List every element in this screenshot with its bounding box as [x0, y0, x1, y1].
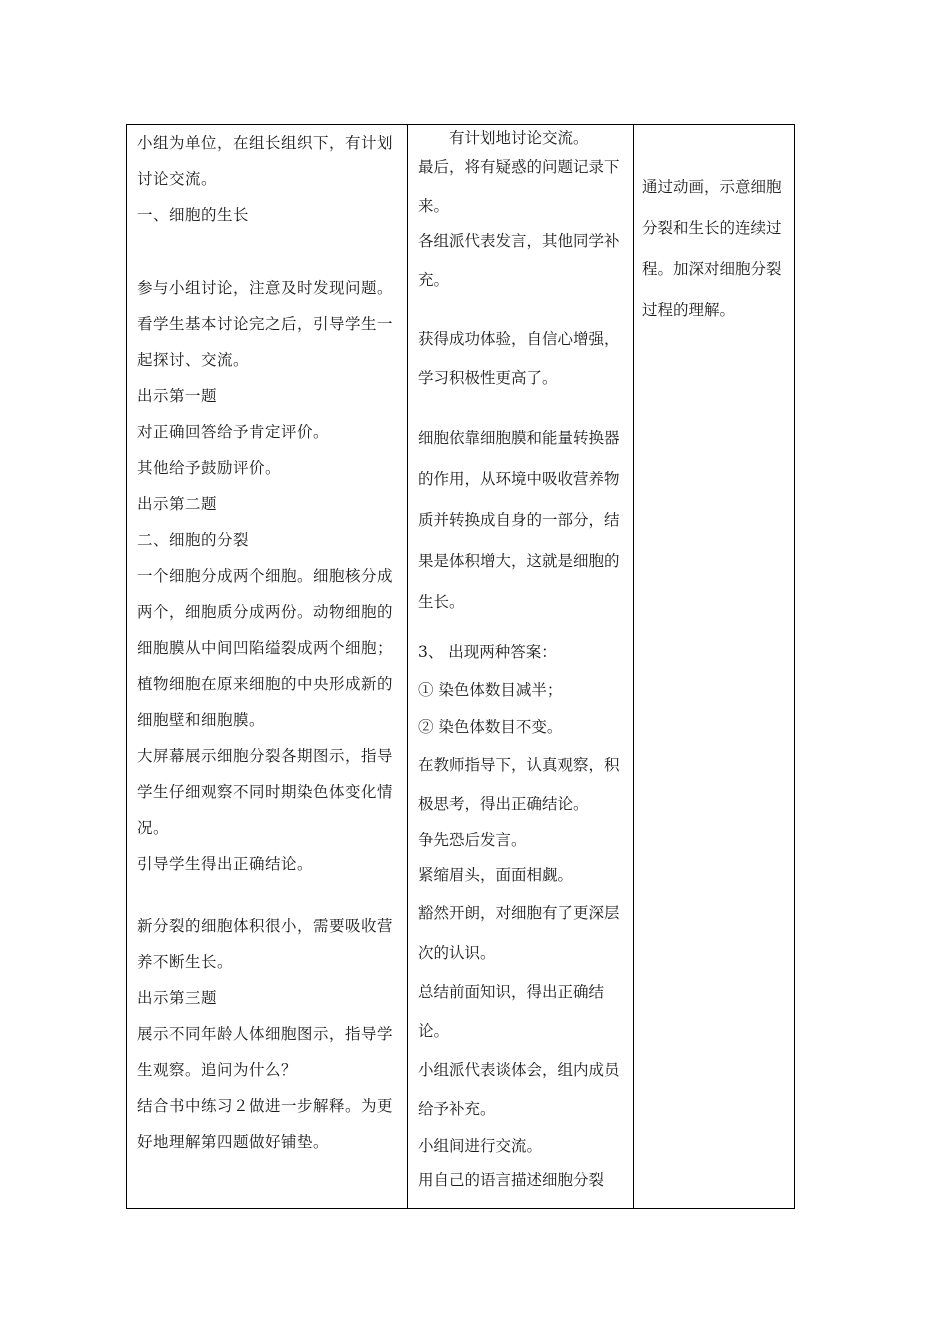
col2-para-8: ② 染色体数目不变。 [418, 718, 563, 736]
col1-para-12: 展示不同年龄人体细胞图示，指导学生观察。追问为什么？ [137, 1025, 394, 1079]
col2-para-3: 各组派代表发言，其他同学补充。 [418, 232, 620, 289]
col3-para-1: 通过动画，示意细胞分裂和生长的连续过程。加深对细胞分裂过程的理解。 [642, 178, 782, 319]
student-activity-column [408, 125, 634, 1208]
col1-spacer-2 [137, 882, 399, 908]
col1-spacer-1 [137, 233, 399, 270]
col1-para-6: 出示第二题 [137, 495, 218, 513]
col2-para-11: 紧缩眉头，面面相觑。 [418, 866, 574, 884]
col2-para-2: 最后，将有疑惑的问题记录下来。 [418, 158, 620, 215]
col2-para-14: 小组派代表谈体会，组内成员给予补充。 [418, 1061, 620, 1118]
col1-para-11: 出示第三题 [137, 989, 218, 1007]
col2-para-7: ① 染色体数目减半； [418, 681, 563, 699]
col2-para-13: 总结前面知识，得出正确结论。 [418, 983, 605, 1040]
col1-heading-division: 二、细胞的分裂 [137, 531, 250, 549]
col1-para-10: 新分裂的细胞体积很小，需要吸收营养不断生长。 [137, 917, 394, 971]
col1-para-1: 小组为单位，在组长组织下，有计划讨论交流。 [137, 134, 394, 188]
col1-para-7: 一个细胞分成两个细胞。细胞核分成两个，细胞质分成两份。动物细胞的细胞膜从中间凹陷缢裂成两个细胞；植物细胞在原来细胞的中央形成新的细胞壁和细胞膜。 [137, 567, 394, 729]
col2-para-12: 豁然开朗，对细胞有了更深层次的认识。 [418, 904, 620, 962]
col1-para-9: 引导学生得出正确结论。 [137, 855, 314, 873]
col1-para-5: 其他给予鼓励评价。 [137, 459, 282, 477]
design-intent-column [634, 125, 794, 1208]
col1-heading-growth: 一、细胞的生长 [137, 206, 250, 224]
col1-para-13: 结合书中练习２做进一步解释。为更好地理解第四题做好铺垫。 [137, 1097, 394, 1151]
col2-para-1: 有计划地讨论交流。 [449, 129, 589, 147]
col2-para-10: 争先恐后发言。 [418, 831, 527, 849]
col1-para-8: 大屏幕展示细胞分裂各期图示，指导学生仔细观察不同时期染色体变化情况。 [137, 747, 394, 837]
col2-para-6: 3、 出现两种答案： [418, 643, 557, 661]
col1-para-4: 对正确回答给予肯定评价。 [137, 423, 330, 441]
col2-para-4: 获得成功体验，自信心增强，学习积极性更高了。 [418, 330, 620, 387]
col1-para-2: 参与小组讨论，注意及时发现问题。看学生基本讨论完之后，引导学生一起探讨、交流。 [137, 279, 394, 369]
teacher-activity-column [127, 125, 408, 1208]
col2-para-9: 在教师指导下，认真观察，积极思考，得出正确结论。 [418, 756, 620, 813]
col2-para-15: 小组间进行交流。 [418, 1137, 543, 1155]
col1-para-3: 出示第一题 [137, 387, 218, 405]
lesson-table [126, 124, 795, 1209]
col2-para-5: 细胞依靠细胞膜和能量转换器的作用，从环境中吸收营养物质并转换成自身的一部分，结果是体积增大，这就是细胞的生长。 [418, 429, 620, 611]
col2-para-16: 用自己的语言描述细胞分裂 [418, 1171, 605, 1189]
